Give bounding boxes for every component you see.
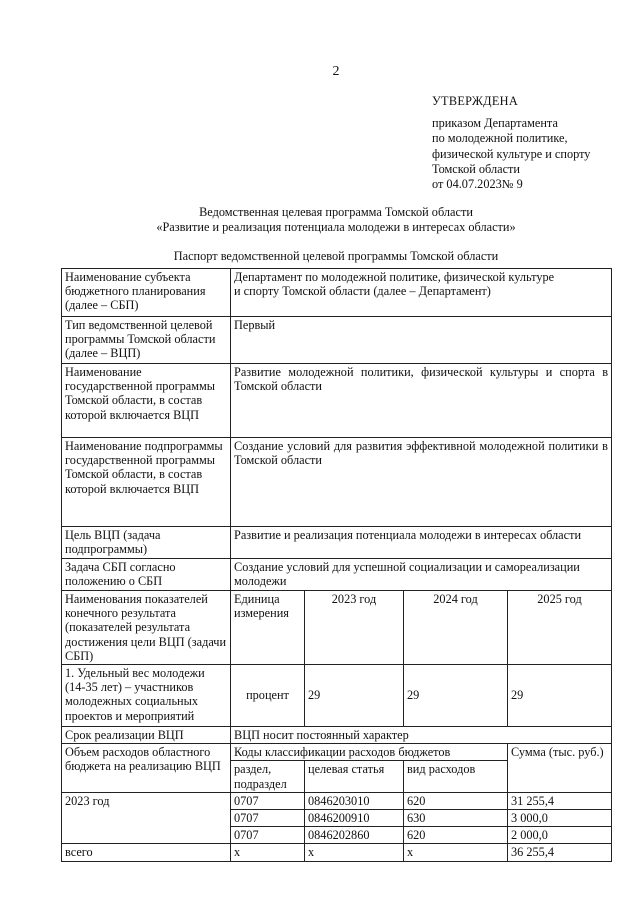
year-header: 2023 год [305, 591, 404, 665]
page-number: 2 [332, 64, 340, 79]
sbp-value [231, 269, 612, 317]
passport-title: Паспорт ведомственной целевой программы Томской области [173, 249, 499, 263]
approval-line: Томской области [432, 161, 520, 176]
budget-cell: 3 000,0 [508, 810, 612, 827]
goal-label: Цель ВЦП (задача подпрограммы) [62, 527, 231, 559]
total-cell: х [231, 844, 305, 861]
indicator-value: 29 [404, 665, 508, 727]
table-row [62, 559, 612, 591]
sbp-label: Наименование субъекта бюджетного планирования (далее – СБП) [62, 269, 231, 317]
table-row [62, 792, 612, 809]
table-row [62, 591, 612, 665]
type-value: Первый [231, 317, 612, 364]
budget-cell: 620 [404, 827, 508, 844]
indicators-label: Наименования показателей конечного результата (показателей результата достижения цели ВЦП (задачи СБП) [62, 591, 231, 665]
budget-cell: 0707 [231, 810, 305, 827]
passport-table [61, 268, 612, 862]
code-header: вид расходов [404, 761, 508, 792]
indicator-unit: процент [231, 665, 305, 727]
state-program-value: Развитие молодежной политики, физической культуры и спорта в Томской области [231, 364, 612, 438]
task-label: Задача СБП согласно положению о СБП [62, 559, 231, 591]
table-row [62, 364, 612, 438]
budget-cell: 0846200910 [305, 810, 404, 827]
term-value: ВЦП носит постоянный характер [231, 727, 612, 744]
year-header: 2024 год [404, 591, 508, 665]
table-row [62, 317, 612, 364]
budget-cell: 0846203010 [305, 792, 404, 809]
approval-line: физической культуре и спорту [432, 146, 591, 161]
table-row [62, 527, 612, 559]
budget-cell: 620 [404, 792, 508, 809]
budget-label: Объем расходов областного бюджета на реализацию ВЦП [62, 744, 231, 793]
approval-line: по молодежной политике, [432, 131, 568, 146]
indicator-value: 29 [508, 665, 612, 727]
indicator-name: 1. Удельный вес молодежи (14-35 лет) – участников молодежных социальных проектов и мероприятий [62, 665, 231, 727]
task-value: Создание условий для успешной социализации и самореализации молодежи [231, 559, 612, 591]
goal-value: Развитие и реализация потенциала молодежи в интересах области [231, 527, 612, 559]
table-row [62, 727, 612, 744]
budget-cell: 0707 [231, 827, 305, 844]
subprogram-label: Наименование подпрограммы государственной программы Томской области, в состав которой включается ВЦП [62, 438, 231, 527]
approval-line: от 04.07.2023№ 9 [432, 177, 523, 192]
budget-cell: 31 255,4 [508, 792, 612, 809]
budget-cell: 630 [404, 810, 508, 827]
subprogram-value: Создание условий для развития эффективной молодежной политики в Томской области [231, 438, 612, 527]
codes-header: Коды классификации расходов бюджетов [231, 744, 508, 761]
budget-cell: 0707 [231, 792, 305, 809]
sum-header: Сумма (тыс. руб.) [508, 744, 612, 793]
code-header: раздел, подраздел [231, 761, 305, 792]
budget-cell: 2 000,0 [508, 827, 612, 844]
indicator-value: 29 [305, 665, 404, 727]
state-program-label: Наименование государственной программы Томской области, в состав которой включается ВЦП [62, 364, 231, 438]
table-row [62, 438, 612, 527]
table-row [62, 665, 612, 727]
unit-header: Единица измерения [231, 591, 305, 665]
table-row [62, 844, 612, 861]
total-label: всего [62, 844, 231, 861]
type-label: Тип ведомственной целевой программы Томской области (далее – ВЦП) [62, 317, 231, 364]
term-label: Срок реализации ВЦП [62, 727, 231, 744]
budget-cell: 0846202860 [305, 827, 404, 844]
code-header: целевая статья [305, 761, 404, 792]
total-cell: х [404, 844, 508, 861]
program-title-line: Ведомственная целевая программа Томской области [199, 205, 473, 219]
total-cell: 36 255,4 [508, 844, 612, 861]
program-title-line: «Развитие и реализация потенциала молодежи в интересах области» [156, 220, 516, 234]
sbp-value-line: Департамент по молодежной политике, физической культуре [234, 270, 555, 284]
table-row [62, 269, 612, 317]
sbp-value-line: и спорту Томской области (далее – Департамент) [234, 284, 491, 299]
table-row [62, 744, 612, 761]
year-header: 2025 год [508, 591, 612, 665]
approval-block [432, 94, 590, 192]
program-title [0, 205, 640, 235]
approval-line: приказом Департамента [432, 116, 558, 131]
total-cell: х [305, 844, 404, 861]
budget-year: 2023 год [62, 792, 231, 844]
approval-heading: УТВЕРЖДЕНА [432, 94, 519, 108]
